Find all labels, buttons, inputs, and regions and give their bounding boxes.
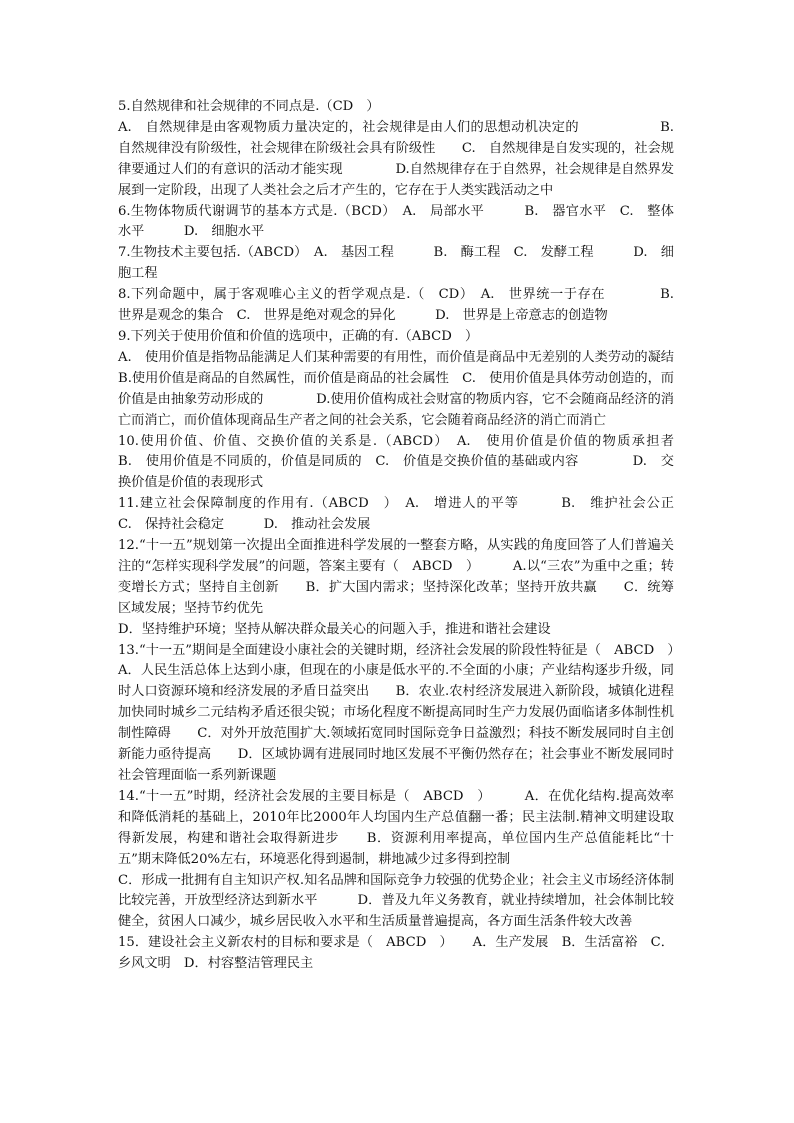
question-text: 9.下列关于使用价值和价值的选项中，正确的有.（ABCD ） A. 使用价值是指物品能满足人们某种需要的有用性，而价值是商品中无差别的人类劳动的凝结 B.使用价值是商品的自然属性，而价值是商品的社会属性 C. 使用价值是具体劳动创造的，而价值是由抽象劳动形成的 D.使用价值构成社会财富的物质内容，它不会随商品经济的消亡而消亡，而价值体现商品生产者之间的社会关系，它会随着商品经济的消亡而消亡 [118,328,674,428]
question-10 [118,432,714,495]
question-7 [118,243,674,285]
question-8 [118,285,688,327]
question-text: 14.“十一五”时期，经济社会发展的主要目标是（ ABCD ） A．在优化结构.提高效率和降低消耗的基础上，2010年比2000年人均国内生产总值翻一番；民主法制.精神文明建设取得新发展，构建和谐社会取得新进步 B．资源利用率提高，单位国内生产总值能耗比“十五”期末降低20%左右，环境恶化得到遏制，耕地减少过多得到控制 C．形成一批拥有自主知识产权.知名品牌和国际竞争力较强的优势企业；社会主义市场经济体制比较完善，开放型经济达到新水平 D．普及九年义务教育，就业持续增加，社会体制比较健全，贫困人口减少，城乡居民收入水平和生活质量普遍提高，各方面生活条件较大改善 [118,788,674,930]
question-text: 10.使用价值、价值、交换价值的关系是.（ABCD） A. 使用价值是价值的物质承担者 B. 使用价值是不同质的，价值是同质的 C. 价值是交换价值的基础或内容 D. 交换价值是价值的表现形式 [118,433,714,491]
question-6 [118,202,674,244]
question-14 [118,787,674,933]
question-11 [118,494,701,536]
question-text: 7.生物技术主要包括.（ABCD） A. 基因工程 B. 酶工程 C. 发酵工程 D. 细胞工程 [118,245,674,282]
question-15 [118,933,674,975]
question-text: 13.“十一五”期间是全面建设小康社会的关键时期，经济社会发展的阶段性特征是（ ABCD ） A．人民生活总体上达到小康，但现在的小康是低水平的.不全面的小康；产业结构逐步升级，同时人口资源环境和经济发展的矛盾日益突出 B．农业.农村经济发展进入新阶段，城镇化进程加快同时城乡二元结构矛盾还很尖锐；市场化程度不断提高同时生产力发展仍面临诸多体制性机制性障碍 C．对外开放范围扩大.领域拓宽同时国际竞争日益激烈；科技不断发展同时自主创新能力亟待提高 D．区域协调有进展同时地区发展不平衡仍然存在；社会事业不断发展同时社会管理面临一系列新课题 [118,642,701,783]
question-text: 11.建立社会保障制度的作用有.（ABCD ） A. 增进人的平等 B. 维护社会公正 C. 保持社会稳定 D. 推动社会发展 [118,496,701,533]
question-text: 8.下列命题中，属于客观唯心主义的哲学观点是.（ CD） A. 世界统一于存在 B. 世界是观念的集合 C. 世界是绝对观念的异化 D. 世界是上帝意志的创造物 [118,287,688,324]
question-5 [118,97,674,202]
question-9 [118,327,674,432]
question-text: 12.“十一五”规划第一次提出全面推进科学发展的一整套方略，从实践的角度回答了人们普遍关注的“怎样实现科学发展”的问题，答案主要有（ ABCD ） A.以“三农”为重中之重；转变增长方式；坚持自主创新 B．扩大国内需求；坚持深化改革；坚持开放共赢 C．统筹区域发展；坚持节约优先 D．坚持维护环境；坚持从解决群众最关心的问题入手，推进和谐社会建设 [118,538,674,637]
question-text: 6.生物体物质代谢调节的基本方式是.（BCD） A. 局部水平 B. 器官水平 C. 整体水平 D. 细胞水平 [118,203,674,240]
document-page [118,97,714,975]
question-12 [118,536,674,641]
question-13 [118,641,701,787]
question-text: 5.自然规律和社会规律的不同点是.（CD ） A. 自然规律是由客观物质力量决定的，社会规律是由人们的思想动机决定的 B. 自然规律没有阶级性，社会规律在阶级社会具有阶级性 C. 自然规律是自发实现的，社会规律要通过人们的有意识的活动才能实现 D.自然规律存在于自然界，社会规律是自然界发展到一定阶段，出现了人类社会之后才产生的，它存在于人类实践活动之中 [118,99,674,198]
question-text: 15．建设社会主义新农村的目标和要求是（ ABCD ） A．生产发展 B．生活富裕 C．乡风文明 D．村容整洁管理民主 [118,935,674,972]
